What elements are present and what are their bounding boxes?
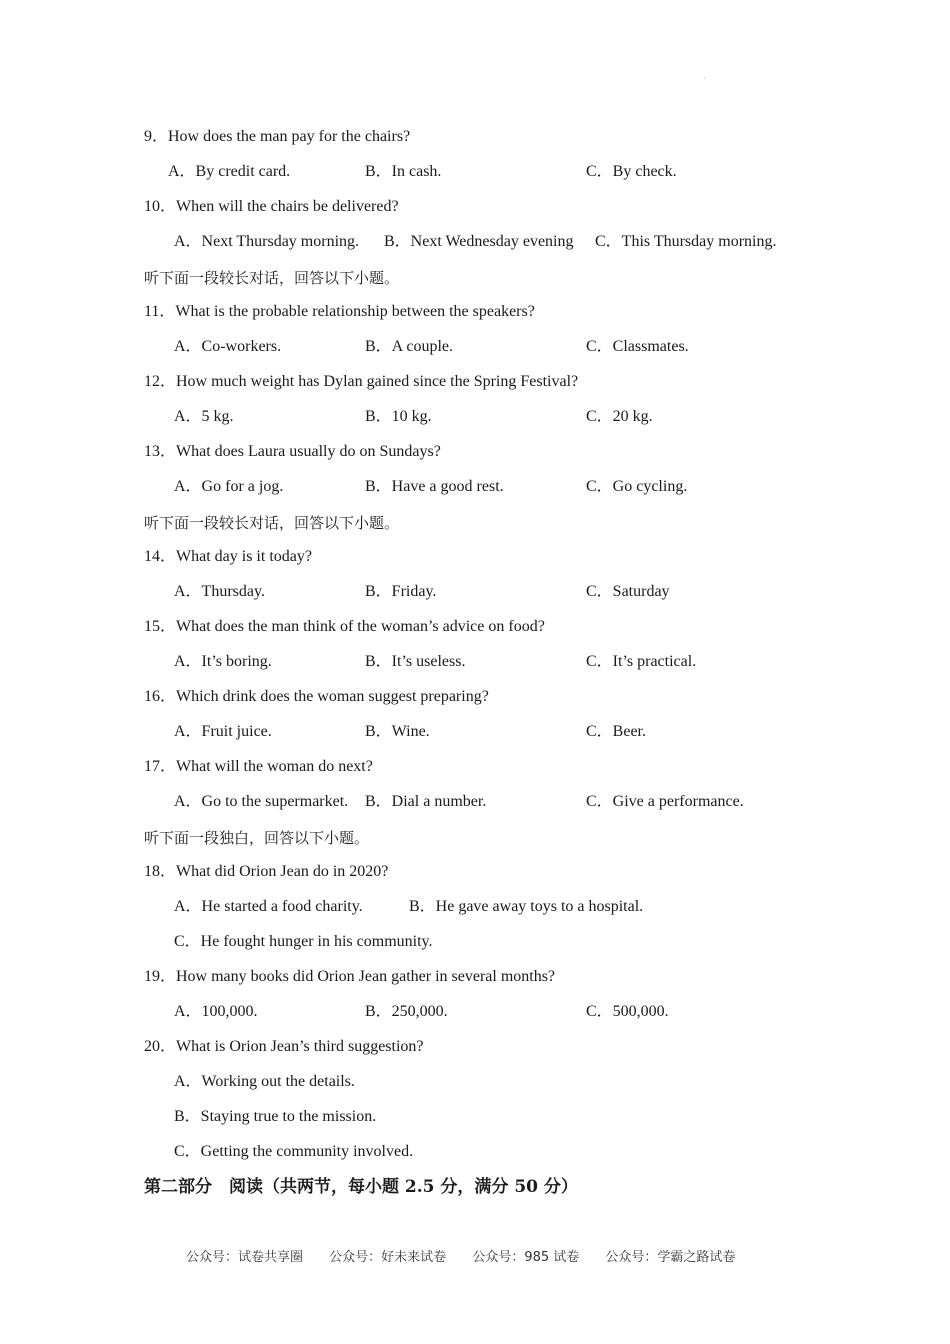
question-13-option-a: A．Go for a jog. — [174, 478, 284, 495]
question-15-option-b: B．It’s useless. — [365, 653, 466, 670]
question-13-stem: 13．What does Laura usually do on Sundays? — [144, 443, 441, 460]
question-18-option-a: A．He started a food charity. — [174, 898, 363, 915]
question-9-option-b: B．In cash. — [365, 163, 442, 180]
question-20-stem: 20．What is Orion Jean’s third suggestion? — [144, 1038, 424, 1055]
question-11-option-b: B．A couple. — [365, 338, 453, 355]
question-16-option-b: B．Wine. — [365, 723, 430, 740]
section-instruction-long-dialog: 听下面一段较长对话，回答以下小题。 — [144, 269, 400, 287]
question-14-option-a: A．Thursday. — [174, 583, 265, 600]
question-9-stem: 9．How does the man pay for the chairs? — [144, 128, 411, 145]
footer-account-2: 公众号：好未来试卷 — [329, 1250, 447, 1265]
section-instruction-long-dialog: 听下面一段较长对话，回答以下小题。 — [144, 514, 400, 532]
question-12-option-c: C．20 kg. — [586, 408, 653, 425]
question-9-option-c: C．By check. — [586, 163, 677, 180]
question-15-option-c: C．It’s practical. — [586, 653, 697, 670]
question-15-option-a: A．It’s boring. — [174, 653, 272, 670]
footer-account-1: 公众号：试卷共享圈 — [186, 1250, 304, 1265]
question-18-stem: 18．What did Orion Jean do in 2020? — [144, 863, 389, 880]
question-9-option-a: A．By credit card. — [168, 163, 291, 180]
question-14-option-b: B．Friday. — [365, 583, 437, 600]
question-17-option-c: C．Give a performance. — [586, 793, 744, 810]
question-14-option-c: C．Saturday — [586, 583, 670, 600]
part-two-heading: 第二部分 阅读（共两节，每小题 2.5 分，满分 50 分） — [144, 1177, 578, 1197]
question-12-option-a: A．5 kg. — [174, 408, 234, 425]
question-17-stem: 17．What will the woman do next? — [144, 758, 373, 775]
question-11-stem: 11．What is the probable relationship between the speakers? — [144, 303, 535, 320]
question-12-option-b: B．10 kg. — [365, 408, 432, 425]
question-19-option-a: A．100,000. — [174, 1003, 258, 1020]
question-19-option-c: C．500,000. — [586, 1003, 669, 1020]
question-20-option-b: B．Staying true to the mission. — [174, 1108, 377, 1125]
question-16-option-a: A．Fruit juice. — [174, 723, 272, 740]
question-11-option-a: A．Co-workers. — [174, 338, 282, 355]
question-12-stem: 12．How much weight has Dylan gained since the Spring Festival? — [144, 373, 579, 390]
section-instruction-monologue: 听下面一段独白，回答以下小题。 — [144, 829, 370, 847]
question-10-option-b: B．Next Wednesday evening — [384, 233, 574, 250]
question-18-option-c: C．He fought hunger in his community. — [174, 933, 433, 950]
question-16-stem: 16．Which drink does the woman suggest preparing? — [144, 688, 489, 705]
question-19-option-b: B．250,000. — [365, 1003, 448, 1020]
footer-account-4: 公众号：学霸之路试卷 — [605, 1250, 736, 1265]
question-15-stem: 15．What does the man think of the woman’s advice on food? — [144, 618, 545, 635]
question-14-stem: 14．What day is it today? — [144, 548, 312, 565]
question-17-option-a: A．Go to the supermarket. — [174, 793, 349, 810]
page-footer — [186, 1246, 757, 1265]
question-11-option-c: C．Classmates. — [586, 338, 689, 355]
question-13-option-b: B．Have a good rest. — [365, 478, 504, 495]
question-18-option-b: B．He gave away toys to a hospital. — [409, 898, 644, 915]
question-17-option-b: B．Dial a number. — [365, 793, 487, 810]
question-20-option-a: A．Working out the details. — [174, 1073, 355, 1090]
question-19-stem: 19．How many books did Orion Jean gather in several months? — [144, 968, 556, 985]
question-10-option-c: C．This Thursday morning. — [595, 233, 777, 250]
question-20-option-c: C．Getting the community involved. — [174, 1143, 414, 1160]
question-16-option-c: C．Beer. — [586, 723, 646, 740]
header-mark: · — [703, 74, 706, 83]
footer-account-3: 公众号：985 试卷 — [472, 1250, 580, 1265]
question-13-option-c: C．Go cycling. — [586, 478, 688, 495]
question-10-option-a: A．Next Thursday morning. — [174, 233, 360, 250]
question-10-stem: 10．When will the chairs be delivered? — [144, 198, 399, 215]
